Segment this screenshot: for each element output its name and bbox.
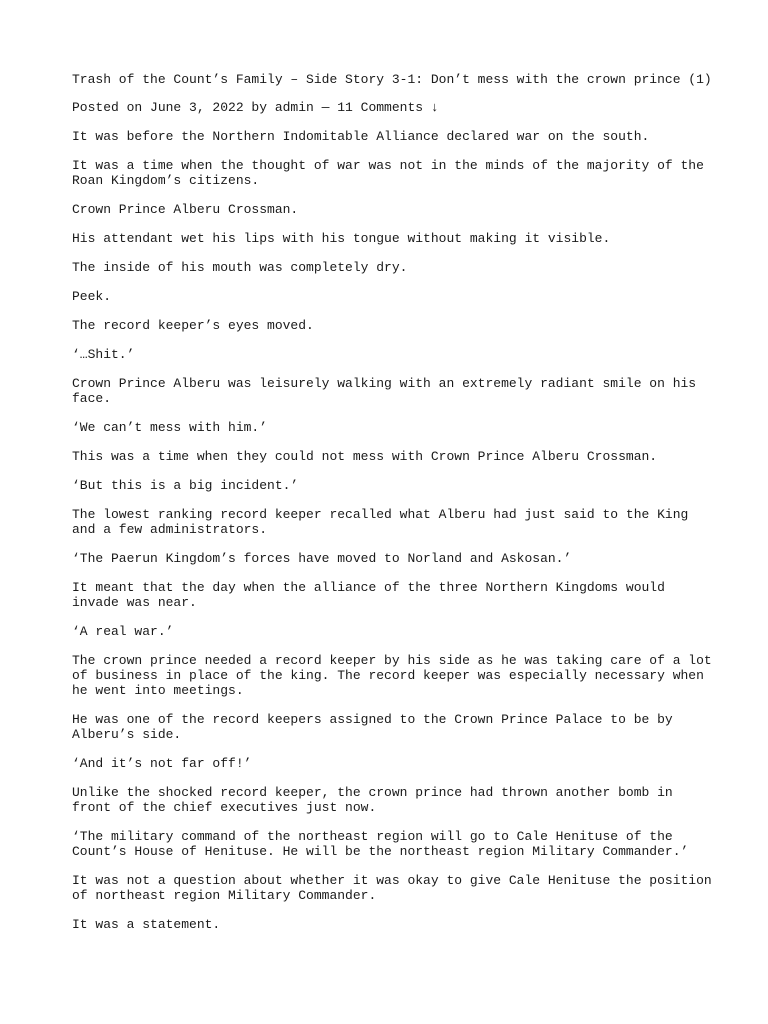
paragraph: Crown Prince Alberu Crossman. [72,202,299,217]
paragraph: It meant that the day when the alliance of the three Northern Kingdoms would invade was near. [72,580,665,610]
paragraph: ‘A real war.’ [72,624,174,639]
paragraph: ‘We can’t mess with him.’ [72,420,268,435]
paragraph: ‘The Paerun Kingdom’s forces have moved to Norland and Askosan.’ [72,551,572,566]
paragraph: The inside of his mouth was completely dry. [72,260,408,275]
paragraph: The crown prince needed a record keeper by his side as he was taking care of a lot of business in place of the king. The record keeper was especially necessary when he went into meetings. [72,653,712,698]
paragraph: Unlike the shocked record keeper, the crown prince had thrown another bomb in front of the chief executives just now. [72,785,673,815]
paragraph: ‘But this is a big incident.’ [72,478,299,493]
paragraph: It was before the Northern Indomitable Alliance declared war on the south. [72,129,650,144]
paragraph: Crown Prince Alberu was leisurely walking with an extremely radiant smile on his face. [72,376,697,406]
post-meta: Posted on June 3, 2022 by admin — 11 Comments ↓ [72,100,439,115]
article-body [72,129,712,932]
document-page [72,72,712,946]
chapter-title: Trash of the Count’s Family – Side Story 3-1: Don’t mess with the crown prince (1) [72,72,712,87]
paragraph: Peek. [72,289,112,304]
paragraph: The lowest ranking record keeper recalled what Alberu had just said to the King and a few administrators. [72,507,689,537]
paragraph: ‘And it’s not far off!’ [72,756,252,771]
paragraph: His attendant wet his lips with his tongue without making it visible. [72,231,611,246]
paragraph: He was one of the record keepers assigned to the Crown Prince Palace to be by Alberu’s side. [72,712,673,742]
paragraph: It was a time when the thought of war was not in the minds of the majority of the Roan Kingdom’s citizens. [72,158,704,188]
paragraph: It was a statement. [72,917,221,932]
paragraph: The record keeper’s eyes moved. [72,318,314,333]
paragraph: It was not a question about whether it was okay to give Cale Henituse the position of northeast region Military Commander. [72,873,712,903]
paragraph: This was a time when they could not mess with Crown Prince Alberu Crossman. [72,449,658,464]
paragraph: ‘The military command of the northeast region will go to Cale Henituse of the Count’s House of Henituse. He will be the northeast region Military Commander.’ [72,829,689,859]
paragraph: ‘…Shit.’ [72,347,135,362]
